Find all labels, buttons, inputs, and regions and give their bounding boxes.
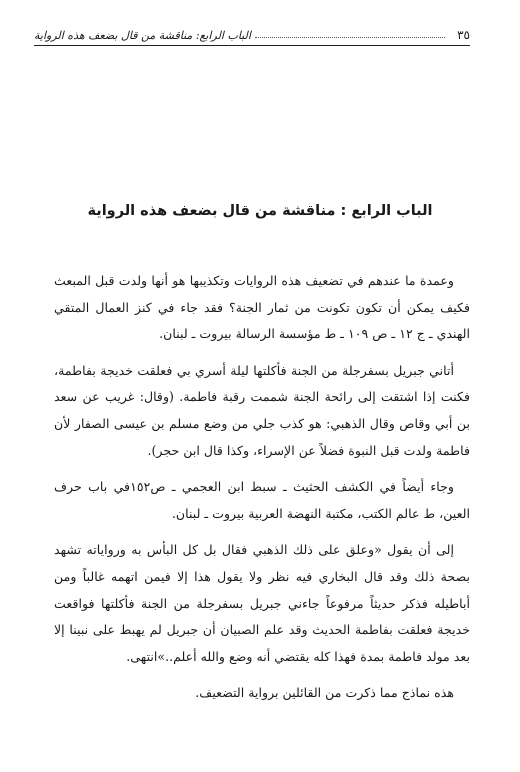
chapter-heading: الباب الرابع : مناقشة من قال بضعف هذه الرواية (87, 203, 433, 219)
paragraph: وعمدة ما عندهم في تضعيف هذه الروايات وتكذيبها هو أنها ولدت قبل المبعث فكيف يمكن أن تكون تكونت من ثمار الجنة؟ فقد جاء في كنز العمال المتقي الهندي ـ ج ١٢ ـ ص ١٠٩ ـ ط مؤسسة الرسالة بيروت ـ لبنان. (54, 273, 470, 342)
page-number: ٣٥ (457, 28, 470, 42)
body-text (54, 268, 470, 717)
header-dot-leader (255, 36, 445, 38)
paragraph: هذه نماذج مما ذكرت من القائلين برواية التضعيف. (195, 685, 454, 701)
paragraph: إلى أن يقول «وعلق على ذلك الذهبي فقال بل كل البأس به ورواياته تشهد بصحة ذلك وقد قال البخاري فيه نظر ولا يقول هذا إلا فيمن اتهمه غالباً ومن أباطيله فذكر حديثاً مرفوعاً جاءني جبريل بسفرجلة من الجنة فأكلتها فواقعت خديجة فعلقت بفاطمة الحديث وقد علم الصبيان أن جبريل لم يهبط على نبينا إلا بعد مولد فاطمة بمدة فهذا كله يقتضي أنه وضع والله أعلم..»انتهى. (54, 542, 470, 664)
paragraph: أتاني جبريل بسفرجلة من الجنة فأكلتها ليلة أسري بي فعلقت خديجة بفاطمة، فكنت إذا اشتقت إلى رائحة الجنة شممت رقبة فاطمة. (وقال: غريب عن سعد بن أبي وقاص وقال الذهبي: هو كذب جلي من وضع مسلم بن عيسى الصفار لأن فاطمة ولدت قبل النبوة فضلاً عن الإسراء، وكذا قال ابن حجر). (54, 362, 470, 458)
running-title: الباب الرابع: مناقشة من قال بضعف هذه الرواية (34, 29, 251, 42)
running-header (34, 28, 470, 46)
paragraph: وجاء أيضاً في الكشف الحثيث ـ سبط ابن العجمي ـ ص١٥٢في باب حرف العين، ط عالم الكتب، مكتبة النهضة العربية بيروت ـ لبنان. (54, 479, 470, 521)
